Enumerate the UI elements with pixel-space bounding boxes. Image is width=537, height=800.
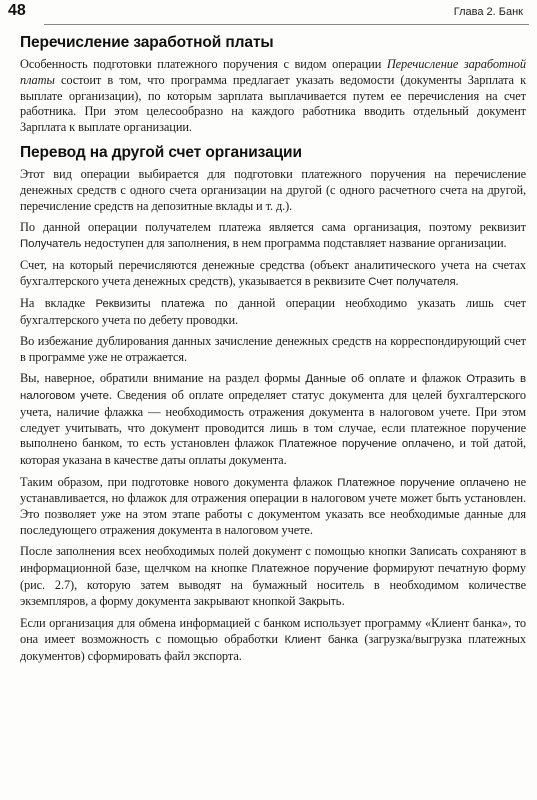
paragraph: На вкладке Реквизиты платежа по данной операции необходимо указать лишь счет бухгалтерского учета по дебету проводки.: [20, 296, 526, 327]
page-header: [0, 0, 537, 28]
paragraph: Таким образом, при подготовке нового документа флажок Платежное поручение оплачено не устанавливается, но флажок для отражения операции в налоговом учете может быть установлен. Это позволяет уже на этом этапе работы с документом указать все необходимые данные для последующего отражения документа в налоговом учете.: [20, 474, 526, 537]
chapter-title: Глава 2. Банк: [453, 6, 523, 18]
paragraph: Счет, на который перечисляются денежные средства (объект аналитического учета на счетах бухгалтерского учета денежных средств), указывается в реквизите Счет получателя.: [20, 257, 526, 288]
page-content: [20, 34, 526, 670]
paragraph: По данной операции получателем платежа является сама организация, поэтому реквизит Получатель недоступен для заполнения, в нем программа подставляет название организации.: [20, 219, 526, 250]
section-heading-transfer: Перевод на другой счет организации: [20, 143, 302, 161]
paragraph: Вы, наверное, обратили внимание на раздел формы Данные об оплате и флажок Отразить в налоговом учете. Сведения об оплате определяет статус документа для целей бухгалтерского учета, наличие флажка — необходимость отражения документа в налоговом учете. При этом следует учитывать, что документ проводится лишь в том случае, если платежное поручение выполнено банком, то есть установлен флажок Платежное поручение оплачено, и той датой, которая указана в качестве даты оплаты документа.: [20, 371, 527, 468]
header-rule: [44, 24, 529, 25]
page-number: 48: [8, 2, 26, 19]
paragraph: Во избежание дублирования данных зачисление денежных средств на корреспондирующий счет в программе уже не отражается.: [20, 334, 526, 364]
paragraph: Особенность подготовки платежного поручения с видом операции Перечисление заработной платы состоит в том, что программа предлагает указать ведомости (документы Зарплата к выплате организации), по которым зарплата выплачивается путем ее перечисления на счет работника. При этом целесообразно на каждого работника вводить отдельный документ Зарплата к выплате организации.: [20, 57, 526, 135]
paragraph: Этот вид операции выбирается для подготовки платежного поручения на перечисление денежных средств с одного счета организации на другой (с одного расчетного счета на другой, перечисление средств на депозитные вклады и т. д.).: [20, 166, 526, 213]
paragraph: Если организация для обмена информацией с банком использует программу «Клиент банка», то она имеет возможность с помощью обработки Клиент банка (загрузка/выгрузка платежных документов) сформировать файл экспорта.: [20, 615, 527, 663]
section-heading-salary: Перечисление заработной платы: [20, 34, 274, 51]
paragraph: После заполнения всех необходимых полей документ с помощью кнопки Записать сохраняют в информационной базе, щелчком на кнопке Платежное поручение формируют печатную форму (рис. 2.7), которую затем выводят на бумажный носитель в необходимом количестве экземпляров, а форму документа закрывают кнопкой Закрыть.: [20, 544, 526, 608]
